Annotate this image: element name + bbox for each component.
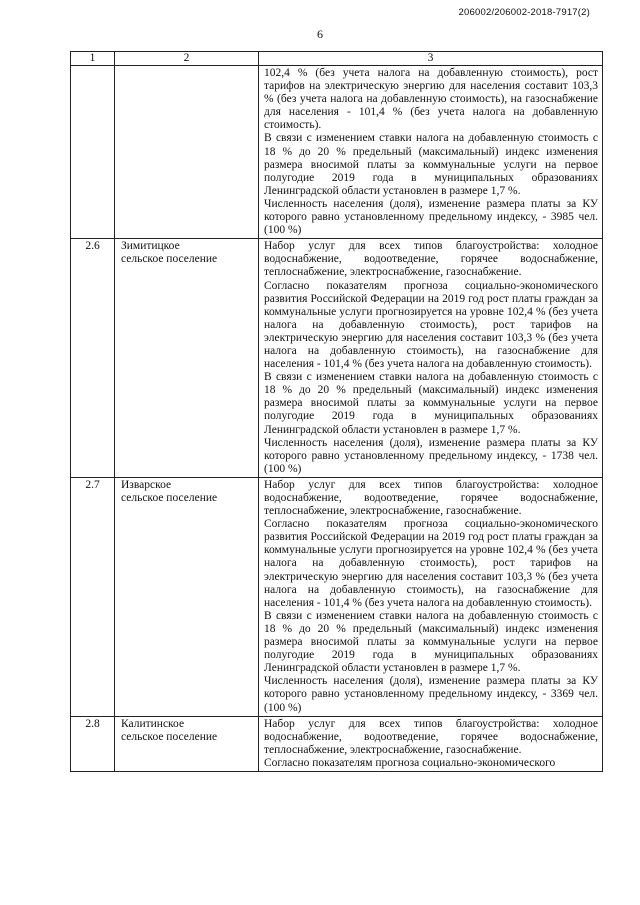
description-cell xyxy=(259,477,603,716)
description-paragraph: В связи с изменением ставки налога на добавленную стоимость с 18 % до 20 % предельный (максимальный) индекс изменения размера вносимой платы за коммунальные услуги на первое полугодие 2019 года в муниципальных образованиях Ленинградской области установлен в размере 1,7 %. xyxy=(264,609,598,675)
row-number xyxy=(71,66,115,239)
description-paragraph: В связи с изменением ставки налога на добавленную стоимость с 18 % до 20 % предельный (максимальный) индекс изменения размера вносимой платы за коммунальные услуги на первое полугодие 2019 года в муниципальных образованиях Ленинградской области установлен в размере 1,7 %. xyxy=(264,371,598,436)
data-table xyxy=(70,51,603,772)
settlement-name xyxy=(115,66,259,239)
description-paragraph: Набор услуг для всех типов благоустройства: холодное водоснабжение, водоотведение, горячее водоснабжение, теплоснабжение, электроснабжение, газоснабжение. xyxy=(264,240,598,279)
row-number: 2.6 xyxy=(71,239,115,478)
description-paragraph: 102,4 % (без учета налога на добавленную стоимость), рост тарифов на электрическую энергию для населения составит 103,3 % (без учета налога на добавленную стоимость), на газоснабжение для населения - 101,4 % (без учета налога на добавленную стоимость). xyxy=(264,67,598,132)
settlement-name-line: Зимитицкое xyxy=(121,240,180,253)
settlement-name-line: Калитинское xyxy=(121,717,185,730)
page-number: 6 xyxy=(317,27,323,41)
settlement-type-line: сельское поселение xyxy=(121,492,218,504)
table-row xyxy=(71,239,603,478)
description-paragraph: Согласно показателям прогноза социально-экономического развития Российской Федерации на 2019 год рост платы граждан за коммунальные услуги прогнозируется на уровне 102,4 % (без учета налога на добавленную стоимость), рост тарифов на электрическую энергию для населения составит 103,3 % (без учета налога на добавленную стоимость), на газоснабжение для населения - 101,4 % (без учета налога на добавленную стоимость). xyxy=(264,518,598,609)
column-header-2: 2 xyxy=(115,52,259,66)
settlement-type-line: сельское поселение xyxy=(121,253,218,266)
description-paragraph: Численность населения (доля), изменение размера платы за КУ которого равно установленному предельному индексу, - 1738 чел. (100 %) xyxy=(264,436,598,475)
row-number: 2.7 xyxy=(71,477,115,716)
table-row xyxy=(71,716,603,771)
description-cell xyxy=(259,716,603,771)
table-header-row xyxy=(71,52,603,66)
settlement-name-line: Изварское xyxy=(121,478,172,491)
description-paragraph: Согласно показателям прогноза социально-экономического xyxy=(264,756,556,769)
column-header-3: 3 xyxy=(259,52,603,66)
row-number: 2.8 xyxy=(71,716,115,771)
table-row xyxy=(71,477,603,716)
description-paragraph: Численность населения (доля), изменение размера платы за КУ которого равно установленному предельному индексу, - 3985 чел. (100 %) xyxy=(264,197,598,237)
description-cell xyxy=(259,239,603,478)
settlement-type-line: сельское поселение xyxy=(121,730,218,743)
description-paragraph: В связи с изменением ставки налога на добавленную стоимость с 18 % до 20 % предельный (максимальный) индекс изменения размера вносимой платы за коммунальные услуги на первое полугодие 2019 года в муниципальных образованиях Ленинградской области установлен в размере 1,7 %. xyxy=(264,132,598,197)
description-paragraph: Согласно показателям прогноза социально-экономического развития Российской Федерации на 2019 год рост платы граждан за коммунальные услуги прогнозируется на уровне 102,4 % (без учета налога на добавленную стоимость), рост тарифов на электрическую энергию для населения составит 103,3 % (без учета налога на добавленную стоимость), на газоснабжение для населения - 101,4 % (без учета налога на добавленную стоимость). xyxy=(264,279,598,371)
settlement-name xyxy=(115,477,259,716)
description-paragraph: Набор услуг для всех типов благоустройства: холодное водоснабжение, водоотведение, горячее водоснабжение, теплоснабжение, электроснабжение, газоснабжение. xyxy=(264,717,598,756)
settlement-name xyxy=(115,239,259,478)
table-body xyxy=(71,66,603,772)
description-cell xyxy=(259,66,603,239)
column-header-1: 1 xyxy=(71,52,115,66)
description-paragraph: Набор услуг для всех типов благоустройства: холодное водоснабжение, водоотведение, горячее водоснабжение, теплоснабжение, электроснабжение, газоснабжение. xyxy=(264,478,598,518)
description-paragraph: Численность населения (доля), изменение размера платы за КУ которого равно установленному предельному индексу, - 3369 чел. (100 %) xyxy=(264,675,598,714)
settlement-name xyxy=(115,716,259,771)
document-id: 206002/206002-2018-7917(2) xyxy=(458,7,590,18)
table-row xyxy=(71,66,603,239)
